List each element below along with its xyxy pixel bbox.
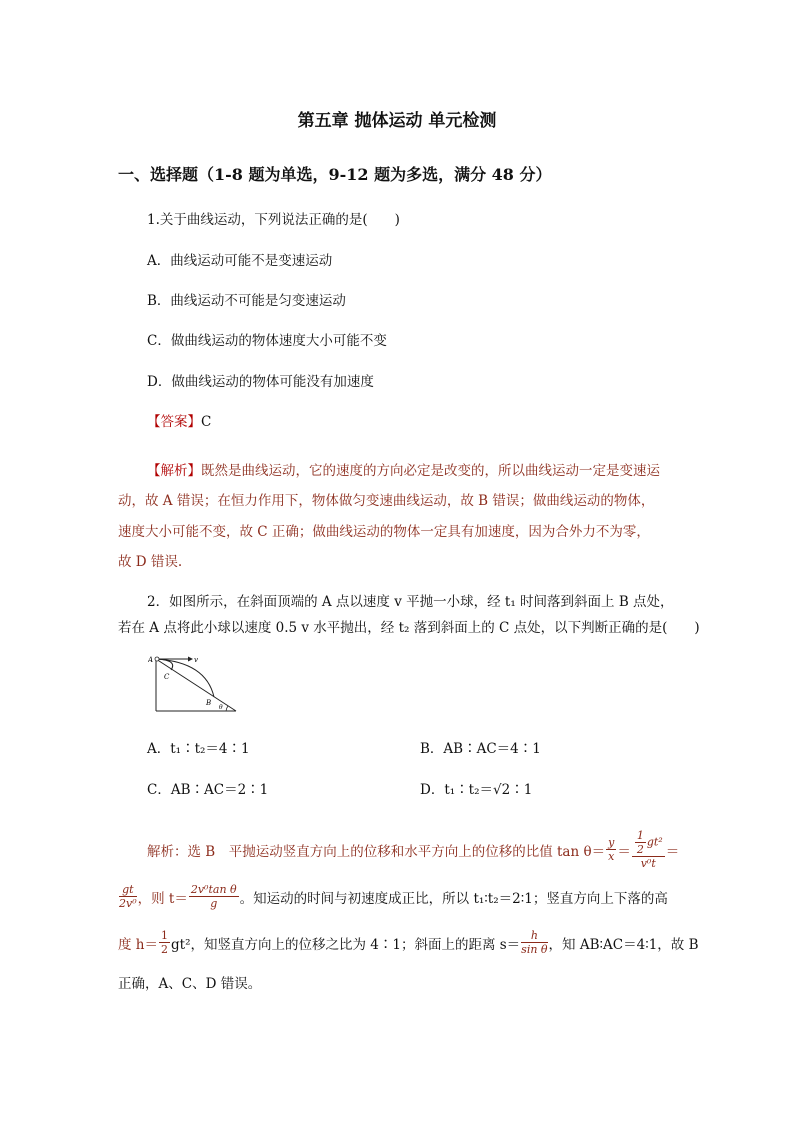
- label-b: B: [206, 699, 212, 707]
- q1-option-d: D．做曲线运动的物体可能没有加速度: [147, 374, 374, 390]
- fraction-time: $\frac{\text{2v⁰tan θ}}{g}$: [190, 883, 237, 910]
- label-c: C: [164, 673, 170, 681]
- q2-stem-line1: 2．如图所示，在斜面顶端的 A 点以速度 v 平抛一小球，经 t₁ 时间落到斜面上 B 点处，: [147, 594, 674, 610]
- fraction-half: $\frac{1}{2}$: [161, 929, 168, 956]
- q1-answer: [147, 410, 211, 430]
- incline-line: [156, 659, 236, 711]
- q1-analysis-line1: 【解析】既然是曲线运动，它的速度的方向必定是改变的，所以曲线运动一定是变速运: [147, 463, 660, 479]
- fraction-displacement: $\frac{1}{2}$ gt² v⁰t: [632, 830, 665, 869]
- q2-solution-line3: 度 h＝ $\frac{1}{2}$ gt²，知竖直方向上的位移之比为 4∶1；斜面上的距离 s＝ $\frac{h}{\text{sin θ}}$ ，知 AB∶AC＝4∶1，故 B: [118, 929, 699, 956]
- fraction-y-over-x: $\frac{y}{x}$: [608, 836, 615, 863]
- q1-option-c: C．做曲线运动的物体速度大小可能不变: [147, 333, 387, 349]
- incline-figure: [148, 652, 240, 714]
- q2-option-d: D．t₁∶t₂＝√2∶1: [420, 782, 533, 798]
- q2-solution-line1: 解析：选 B 平抛运动竖直方向上的位移和水平方向上的位移的比值 tan θ＝ $\frac{y}{x}$ ＝ $\frac{1}{2}$ gt² v⁰t ＝: [147, 829, 680, 870]
- q1-option-b: B．曲线运动不可能是匀变速运动: [147, 293, 346, 309]
- q1-analysis-line4: 故 D 错误.: [118, 554, 183, 570]
- answer-label: 【答案】: [147, 414, 201, 430]
- label-v: v: [194, 656, 198, 664]
- q2-option-a: A．t₁∶t₂＝4∶1: [147, 741, 250, 757]
- q2-stem-line2: 若在 A 点将此小球以速度 0.5 v 水平抛出，经 t₂ 落到斜面上的 C 点处，以下判断正确的是( ): [118, 620, 700, 636]
- q2-solution-line2: $\frac{gt}{\text{2v⁰}}$ ，则 t＝ $\frac{\text{2v⁰tan θ}}{g}$ 。知运动的时间与初速度成正比，所以 t₁∶t₂＝2∶1；竖直方向上下落的高: [119, 883, 668, 910]
- label-theta: θ: [219, 704, 223, 711]
- arrow-head-icon: [188, 657, 193, 662]
- q2-solution-line4: 正确，A、C、D 错误。: [118, 976, 262, 992]
- q2-option-b: B．AB∶AC＝4∶1: [420, 741, 541, 757]
- angle-arc: [226, 706, 228, 711]
- section-heading: 一、选择题（1-8 题为单选，9-12 题为多选，满分 48 分）: [118, 165, 552, 184]
- answer-value: C: [201, 414, 212, 430]
- fraction-h-over-sin: $\frac{h}{\text{sin θ}}$: [521, 929, 548, 956]
- ball-icon: [155, 657, 159, 661]
- q1-analysis-line2: 动，故 A 错误；在恒力作用下，物体做匀变速曲线运动，故 B 错误；做曲线运动的物体，: [118, 493, 655, 509]
- label-a: A: [148, 656, 154, 664]
- analysis-label: 【解析】: [147, 463, 201, 479]
- q2-option-c: C．AB∶AC＝2∶1: [147, 782, 269, 798]
- q1-option-a: A．曲线运动可能不是变速运动: [147, 253, 333, 269]
- fraction-gt-over-2v0: $\frac{gt}{\text{2v⁰}}$: [119, 883, 137, 910]
- q1-analysis-line3: 速度大小可能不变，故 C 正确；做曲线运动的物体一定具有加速度，因为合外力不为零，: [118, 524, 650, 540]
- q1-stem: 1.关于曲线运动，下列说法正确的是( ): [147, 212, 400, 228]
- page-title: 第五章 抛体运动 单元检测: [297, 111, 497, 131]
